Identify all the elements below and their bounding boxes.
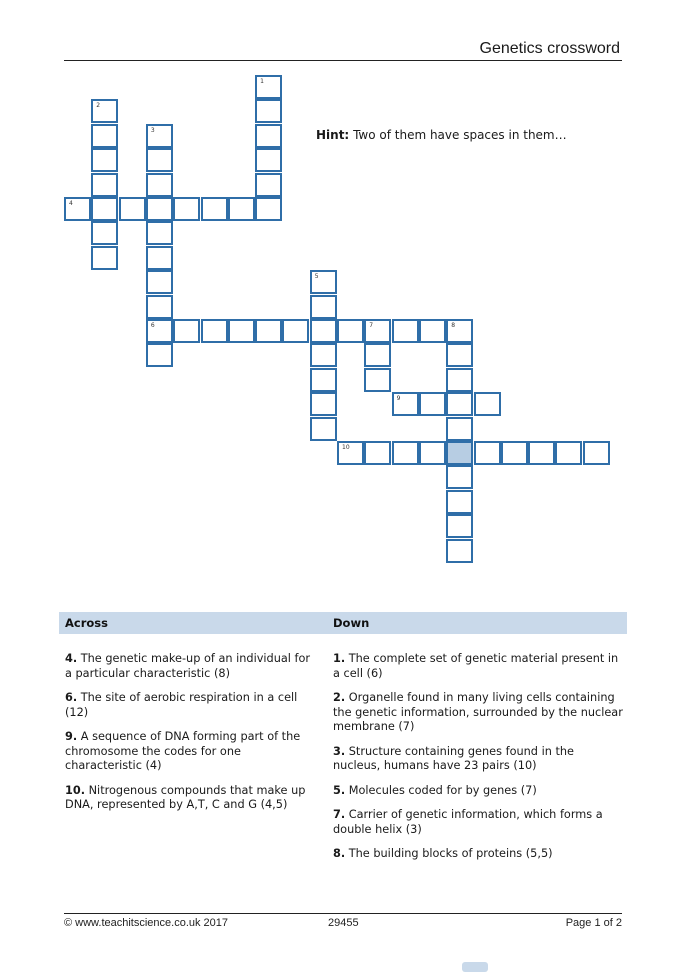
clue-text: The site of aerobic respiration in a cell (12) [65,691,298,719]
grid-cell[interactable] [446,490,473,514]
grid-cell[interactable] [91,173,118,197]
clue-text: Carrier of genetic information, which forms a double helix (3) [333,808,603,836]
grid-cell[interactable] [392,392,419,416]
grid-cell[interactable] [201,197,228,221]
grid-cell[interactable] [255,99,282,123]
grid-cell[interactable] [310,392,337,416]
clue-number-label: 8 [451,322,456,329]
grid-cell[interactable] [146,270,173,294]
grid-cell[interactable] [501,441,528,465]
clue-number-label: 5 [314,273,319,281]
clue-number: 5. [333,783,346,797]
grid-cell[interactable] [555,441,582,465]
grid-cell[interactable] [446,343,473,367]
grid-cell[interactable] [146,197,173,221]
grid-cell[interactable] [201,319,228,343]
grid-cell[interactable] [146,148,173,172]
clue-number-label: 2 [96,102,101,110]
grid-cell[interactable] [337,319,364,343]
down-clues [333,652,623,872]
grid-cell[interactable] [173,319,200,343]
clue-text: The building blocks of proteins (5,5) [348,847,553,860]
clue-item [333,847,623,862]
clue-number: 2. [333,691,346,704]
grid-cell[interactable] [446,392,473,416]
grid-cell[interactable] [255,319,282,343]
grid-cell[interactable] [392,319,419,343]
clue-number: 10. [65,783,86,797]
grid-cell[interactable] [146,221,173,245]
grid-cell[interactable] [474,441,501,465]
clue-number-label: 4 [69,200,73,207]
clue-text: Organelle found in many living cells containing the genetic information, surrounded by the nuclear membrane (7) [333,691,623,733]
grid-cell[interactable] [146,173,173,197]
grid-cell[interactable] [228,197,255,221]
grid-cell[interactable] [419,392,446,416]
grid-cell[interactable] [392,441,419,465]
grid-cell[interactable] [146,295,173,319]
grid-cell[interactable] [255,75,282,99]
grid-cell[interactable] [446,319,473,343]
grid-cell[interactable] [364,368,391,392]
clue-number-label: 1 [260,78,264,85]
clue-number-label: 7 [369,322,374,329]
clue-heading-bar [59,612,627,634]
clue-number: 4. [65,652,78,665]
hint-label: Hint: [316,128,350,142]
clue-text: Nitrogenous compounds that make up DNA, represented by A,T, C and G (4,5) [65,783,306,811]
grid-cell[interactable] [446,368,473,392]
clue-item [333,691,623,735]
clue-number: 7. [333,808,346,821]
grid-cell[interactable] [310,417,337,441]
clue-text: Structure containing genes found in the nucleus, humans have 23 pairs (10) [333,744,574,772]
grid-cell[interactable] [310,319,337,343]
page-scroll-tab[interactable] [462,962,488,972]
clue-number: 8. [333,847,346,860]
grid-cell[interactable] [146,124,173,148]
clue-text: A sequence of DNA forming part of the chromosome the codes for one characteristic (4) [65,730,301,772]
grid-cell[interactable] [255,148,282,172]
across-clues [65,652,315,823]
footer-page: Page 1 of 2 [565,917,622,929]
clue-item [65,691,315,720]
grid-cell[interactable] [146,319,173,343]
clue-number: 6. [65,691,78,704]
clue-text: The complete set of genetic material present in a cell (6) [333,652,619,680]
grid-cell[interactable] [337,441,364,465]
grid-cell[interactable] [228,319,255,343]
grid-cell[interactable] [310,368,337,392]
grid-cell[interactable] [446,514,473,538]
clue-number: 9. [65,730,78,743]
grid-cell[interactable] [364,343,391,367]
clue-number: 3. [333,744,346,758]
clue-number-label: 6 [150,322,155,329]
grid-cell[interactable] [91,197,118,221]
grid-cell[interactable] [119,197,146,221]
grid-cell[interactable] [91,221,118,245]
grid-cell[interactable] [64,197,91,221]
down-heading: Down [333,616,370,630]
clue-text: The genetic make-up of an individual for a particular characteristic (8) [65,652,311,680]
grid-cell[interactable] [91,246,118,270]
grid-cell[interactable] [583,441,610,465]
grid-cell[interactable] [528,441,555,465]
across-heading: Across [65,616,108,630]
clue-number-label: 9 [396,395,401,403]
grid-cell[interactable] [146,246,173,270]
grid-cell[interactable] [310,343,337,367]
grid-cell[interactable] [474,392,501,416]
footer-copyright: © www.teachitscience.co.uk 2017 [64,917,229,929]
hint-body: Two of them have spaces in them… [353,128,567,142]
clue-number-label: 10 [342,444,350,451]
grid-cell[interactable] [446,465,473,489]
clue-number: 1. [333,652,346,665]
grid-cell[interactable] [91,148,118,172]
grid-cell[interactable] [255,173,282,197]
grid-cell[interactable] [364,319,391,343]
clue-number-label: 3 [150,126,155,134]
footer-rule [64,913,622,914]
clue-item [333,745,623,774]
grid-cell[interactable] [446,441,473,465]
grid-cell[interactable] [91,124,118,148]
grid-cell[interactable] [282,319,309,343]
grid-cell[interactable] [446,417,473,441]
grid-cell[interactable] [310,270,337,294]
clue-item [65,730,315,774]
grid-cell[interactable] [255,197,282,221]
clue-item [333,808,623,837]
page-title: Genetics crossword [479,40,620,57]
grid-cell[interactable] [419,441,446,465]
clue-item [65,784,315,813]
grid-cell[interactable] [173,197,200,221]
grid-cell[interactable] [364,441,391,465]
grid-cell[interactable] [419,319,446,343]
grid-cell[interactable] [446,539,473,563]
clue-item [333,784,623,799]
footer-code: 29455 [328,917,359,929]
grid-cell[interactable] [91,99,118,123]
grid-cell[interactable] [146,343,173,367]
clue-item [333,652,623,681]
grid-cell[interactable] [310,295,337,319]
clue-text: Molecules coded for by genes (7) [348,783,537,797]
grid-cell[interactable] [255,124,282,148]
clue-item [65,652,315,681]
